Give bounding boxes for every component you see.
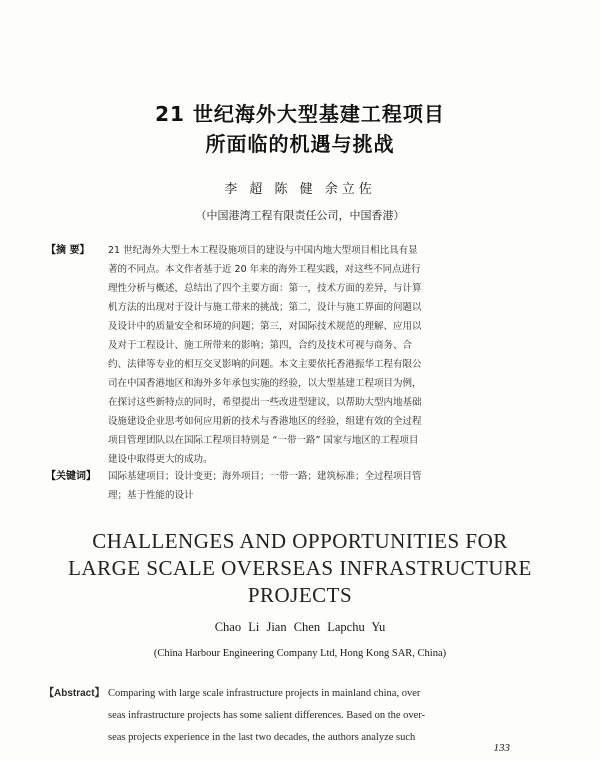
abstract-line: 及设计中的质量安全和环境的问题；第三，对国际技术规范的理解、应用以 bbox=[108, 321, 422, 332]
english-abstract bbox=[44, 683, 518, 749]
abstract-line: 在探讨这些新特点的同时，希望提出一些改进型建议，以帮助大型内地基础 bbox=[108, 397, 422, 408]
abstract-line: Comparing with large scale infrastructure projects in mainland china, over bbox=[108, 688, 421, 699]
abstract-line: 理性分析与概述，总结出了四个主要方面：第一，技术方面的差异，与计算 bbox=[108, 283, 422, 294]
chinese-affiliation: （中国港湾工程有限责任公司，中国香港） bbox=[195, 209, 405, 222]
abstract-line: seas projects experience in the last two decades, the authors analyze such bbox=[108, 732, 416, 743]
english-title-line-3: PROJECTS bbox=[247, 583, 353, 607]
english-authors: Chao Li Jian Chen Lapchu Yu bbox=[214, 620, 386, 634]
english-title-line-1: CHALLENGES AND OPPORTUNITIES FOR bbox=[92, 529, 508, 553]
abstract-line: seas infrastructure projects has some salient differences. Based on the over- bbox=[108, 710, 426, 721]
chinese-authors: 李 超 陈 健 余立佐 bbox=[224, 182, 376, 197]
abstract-line: 建设中取得更大的成功。 bbox=[108, 454, 213, 465]
chinese-abstract-label: 【摘 要】 bbox=[46, 245, 90, 256]
chinese-title-line-1: 21 世纪海外大型基建工程项目 bbox=[155, 102, 445, 126]
abstract-line: 设施建设企业思考如何应用新的技术与香港地区的经验，组建有效的全过程 bbox=[108, 416, 422, 427]
chinese-abstract bbox=[46, 241, 528, 469]
english-title-line-2: LARGE SCALE OVERSEAS INFRASTRUCTURE bbox=[68, 556, 532, 580]
abstract-line: 及对于工程设计、施工所带来的影响；第四，合约及技术可视与商务、合 bbox=[108, 340, 413, 351]
keywords-line: 国际基建项目；设计变更；海外项目；一带一路；建筑标准；全过程项目管 bbox=[108, 471, 422, 482]
chinese-title-line-2: 所面临的机遇与挑战 bbox=[205, 132, 395, 156]
page-number: 133 bbox=[493, 742, 510, 754]
abstract-line: 21 世纪海外大型土木工程设施项目的建设与中国内地大型项目相比具有显 bbox=[108, 245, 418, 256]
english-abstract-label: 【Abstract】 bbox=[44, 688, 105, 699]
chinese-keywords bbox=[46, 467, 528, 505]
abstract-line: 项目管理团队以在国际工程项目特别是 “一带一路” 国家与地区的工程项目 bbox=[108, 435, 419, 446]
english-affiliation: (China Harbour Engineering Company Ltd, Hong Kong SAR, China) bbox=[153, 648, 447, 659]
chinese-keywords-label: 【关键词】 bbox=[46, 471, 96, 482]
keywords-line: 理；基于性能的设计 bbox=[108, 490, 194, 501]
abstract-line: 司在中国香港地区和海外多年承包实施的经验，以大型基建工程项目为例， bbox=[108, 378, 422, 389]
abstract-line: 约、法律等专业的相互交叉影响的问题。本文主要依托香港振华工程有限公 bbox=[108, 359, 422, 370]
abstract-line: 著的不同点。本文作者基于近 20 年来的海外工程实践，对这些不同点进行 bbox=[108, 264, 421, 275]
abstract-line: 机方法的出现对于设计与施工带来的挑战；第二，设计与施工界面的问题以 bbox=[108, 302, 422, 313]
